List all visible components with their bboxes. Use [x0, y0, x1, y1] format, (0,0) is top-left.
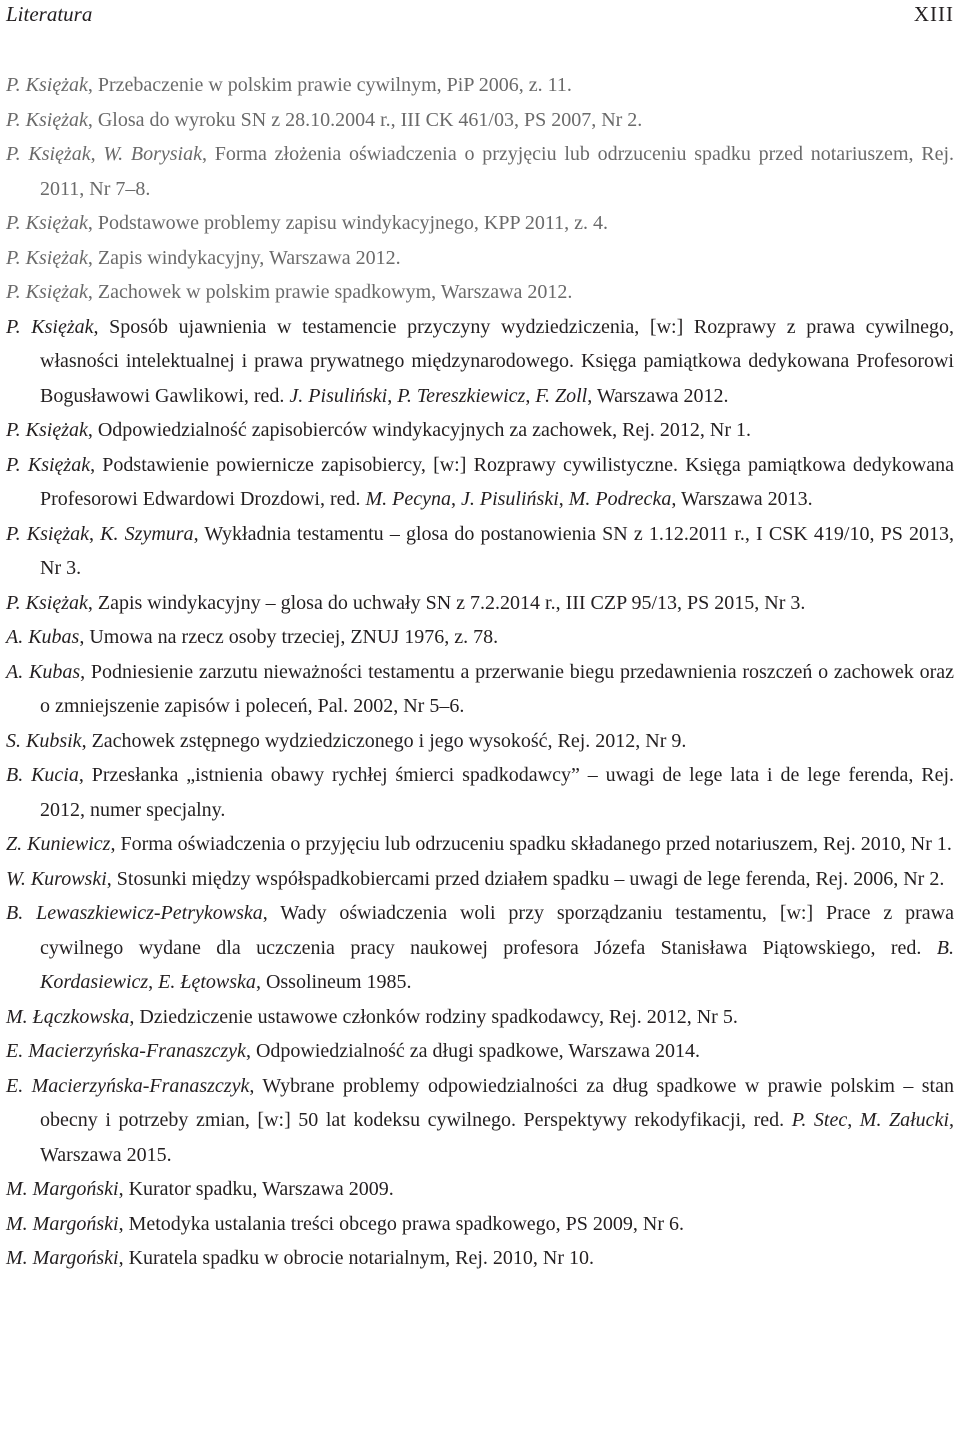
entry-author: J. Pisuliński — [461, 488, 559, 510]
entry-text: , — [451, 488, 461, 510]
bibliography-entry — [6, 1000, 954, 1035]
entry-author: A. Kubas — [6, 626, 80, 648]
bibliography-entry — [6, 103, 954, 138]
entry-author: W. Borysiak — [103, 143, 202, 165]
bibliography-entry — [6, 1241, 954, 1276]
entry-author: M. Margoński — [6, 1247, 119, 1269]
bibliography-entry — [6, 862, 954, 897]
entry-text: , Odpowiedzialność za długi spadkowe, Warszawa 2014. — [245, 1040, 700, 1062]
entry-text: , — [90, 143, 104, 165]
entry-author: M. Margoński — [6, 1178, 119, 1200]
entry-author: P. Księżak — [6, 108, 88, 131]
bibliography-entry — [6, 517, 954, 586]
entry-text: , Zapis windykacyjny, Warszawa 2012. — [87, 246, 401, 269]
bibliography-list — [6, 68, 954, 1276]
bibliography-entry — [6, 1034, 954, 1069]
entry-text: , Stosunki między współspadkobiercami przed działem spadku – uwagi de lege ferenda, Rej. 2006, Nr 2. — [106, 867, 945, 890]
entry-text: , Glosa do wyroku SN z 28.10.2004 r., III CK 461/03, PS 2007, Nr 2. — [87, 108, 643, 131]
bibliography-entry — [6, 655, 954, 724]
page-number: XIII — [913, 2, 954, 26]
entry-text: , Podniesienie zarzutu nieważności testamentu a przerwanie biegu przedawnienia roszczeń o zachowek oraz o zmniejszenie zapisów i poleceń, Pal. 2002, Nr 5–6. — [40, 660, 954, 717]
entry-author: A. Kubas — [6, 660, 81, 683]
bibliography-entry — [6, 68, 954, 103]
entry-author: P. Księżak — [6, 246, 88, 269]
entry-text: , — [847, 1109, 860, 1131]
entry-author: M. Podrecka — [568, 488, 672, 510]
entry-author: E. Macierzyńska-Franaszczyk — [6, 1040, 246, 1062]
bibliography-entry — [6, 620, 954, 655]
entry-author: P. Księżak — [6, 591, 88, 614]
entry-author: E. Łętowska — [158, 971, 256, 993]
entry-text: , Forma złożenia oświadczenia o przyjęciu lub odrzuceniu spadku przed notariuszem, Rej. 2011, Nr 7–8. — [40, 143, 955, 200]
entry-text: , — [525, 384, 536, 407]
bibliography-entry — [6, 137, 954, 206]
entry-author: F. Zoll — [535, 384, 588, 407]
bibliography-entry — [6, 758, 954, 827]
entry-author: B. Kucia — [6, 764, 79, 786]
entry-author: P. Tereszkiewicz — [397, 384, 526, 407]
entry-text: , Warszawa 2015. — [40, 1109, 954, 1166]
entry-text: , Zapis windykacyjny – glosa do uchwały SN z 7.2.2014 r., III CZP 95/13, PS 2015, Nr 3. — [87, 591, 806, 614]
entry-author: P. Księżak — [6, 143, 91, 165]
entry-author: P. Księżak — [6, 315, 94, 338]
entry-author: P. Księżak — [6, 281, 88, 303]
entry-text: , — [89, 522, 101, 545]
entry-author: P. Księżak — [6, 74, 88, 96]
bibliography-entry — [6, 241, 954, 276]
entry-text: , Zachowek w polskim prawie spadkowym, Warszawa 2012. — [87, 281, 573, 303]
entry-text: , Warszawa 2013. — [671, 488, 813, 510]
entry-text: , Dziedziczenie ustawowe członków rodziny spadkodawcy, Rej. 2012, Nr 5. — [129, 1005, 738, 1028]
entry-text: , Kurator spadku, Warszawa 2009. — [118, 1178, 394, 1200]
entry-author: P. Stec — [791, 1109, 848, 1131]
entry-author: P. Księżak — [6, 522, 90, 545]
page-header — [6, 0, 954, 34]
entry-author: M. Margoński — [6, 1212, 119, 1235]
bibliography-entry — [6, 1069, 954, 1173]
bibliography-entry — [6, 1207, 954, 1242]
entry-text: , Warszawa 2012. — [587, 384, 729, 407]
entry-author: B. Lewaszkiewicz-Petrykowska — [6, 902, 263, 924]
entry-text: , Podstawienie powiernicze zapisobiercy, [w:] Rozprawy cywilistyczne. Księga pamiątkowa dedykowana Profesorowi Edwardowi Drozdowi, red. — [40, 453, 954, 510]
entry-text: , Kuratela spadku w obrocie notarialnym, Rej. 2010, Nr 10. — [118, 1247, 595, 1269]
bibliography-entry — [6, 724, 954, 759]
entry-text: , Wykładnia testamentu – glosa do postanowienia SN z 1.12.2011 r., I CSK 419/10, PS 2013, Nr 3. — [40, 522, 955, 579]
entry-text: , Zachowek zstępnego wydziedziczonego i jego wysokość, Rej. 2012, Nr 9. — [81, 729, 687, 752]
entry-author: P. Księżak — [6, 419, 88, 441]
bibliography-entry — [6, 275, 954, 310]
entry-text: , — [558, 488, 569, 510]
bibliography-entry — [6, 586, 954, 621]
entry-text: , Sposób ujawnienia w testamencie przyczyny wydziedziczenia, [w:] Rozprawy z prawa cywilnego, własności intelektualnej i prawa prywatnego międzynarodowego. Księga pamiątkowa dedykowana Profesorowi Bogusławowi Gawlikowi, red. — [40, 315, 954, 407]
entry-text: , Odpowiedzialność zapisobierców windykacyjnych za zachowek, Rej. 2012, Nr 1. — [87, 419, 751, 441]
bibliography-entry — [6, 1172, 954, 1207]
entry-text: , Ossolineum 1985. — [255, 971, 412, 993]
bibliography-entry — [6, 896, 954, 1000]
section-title: Literatura — [6, 2, 93, 26]
entry-text: , Wybrane problemy odpowiedzialności za dług spadkowe w prawie polskim – stan obecny i potrzeby zmian, [w:] 50 lat kodeksu cywilnego. Perspektywy rekodyfikacji, red. — [40, 1074, 954, 1131]
entry-author: E. Macierzyńska-Franaszczyk — [6, 1074, 250, 1097]
entry-author: W. Kurowski — [6, 867, 107, 890]
entry-text: , Forma oświadczenia o przyjęciu lub odrzuceniu spadku składanego przed notariuszem, Rej. 2010, Nr 1. — [110, 833, 952, 855]
entry-author: J. Pisuliński — [289, 384, 388, 407]
entry-author: M. Pecyna — [365, 488, 451, 510]
entry-text: , Przebaczenie w polskim prawie cywilnym, PiP 2006, z. 11. — [87, 74, 572, 96]
entry-text: , Metodyka ustalania treści obcego prawa spadkowego, PS 2009, Nr 6. — [118, 1212, 685, 1235]
entry-author: M. Łączkowska — [6, 1005, 130, 1028]
entry-author: Z. Kuniewicz — [6, 833, 111, 855]
bibliography-entry — [6, 206, 954, 241]
entry-text: , Przesłanka „istnienia obawy rychłej śmierci spadkodawcy” – uwagi de lege lata i de lege ferenda, Rej. 2012, numer specjalny. — [40, 764, 954, 821]
entry-text: , Wady oświadczenia woli przy sporządzaniu testamentu, [w:] Prace z prawa cywilnego wydane dla uczczenia pracy naukowej profesora Józefa Stanisława Piątowskiego, red. — [40, 902, 954, 959]
bibliography-entry — [6, 413, 954, 448]
entry-author: K. Szymura — [100, 522, 194, 545]
entry-author: B. Kordasiewicz — [40, 936, 954, 993]
entry-author: P. Księżak — [6, 212, 88, 234]
bibliography-entry — [6, 310, 954, 414]
bibliography-entry — [6, 448, 954, 517]
entry-author: S. Kubsik — [6, 729, 82, 752]
entry-text: , Umowa na rzecz osoby trzeciej, ZNUJ 1976, z. 78. — [79, 626, 499, 648]
entry-author: M. Załucki — [859, 1109, 949, 1131]
bibliography-entry — [6, 827, 954, 862]
entry-text: , — [387, 384, 398, 407]
entry-text: , Podstawowe problemy zapisu windykacyjnego, KPP 2011, z. 4. — [87, 212, 608, 234]
entry-author: P. Księżak — [6, 453, 91, 476]
entry-text: , — [148, 971, 159, 993]
